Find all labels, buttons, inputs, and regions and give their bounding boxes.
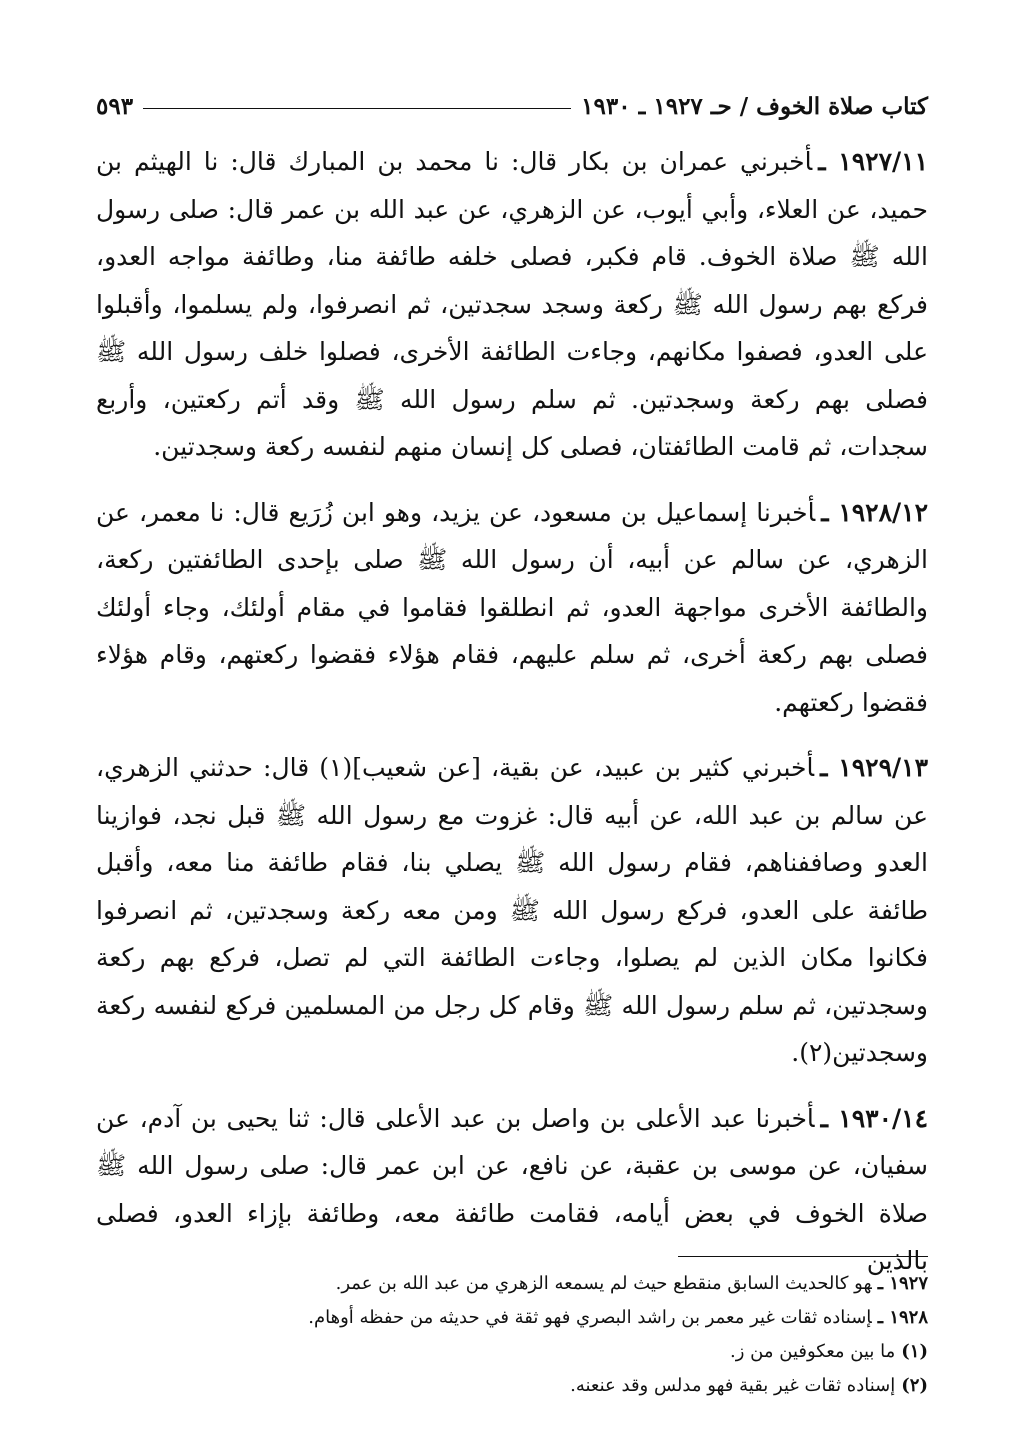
footnote-key: ١٩٢٧ ـ [877, 1273, 928, 1294]
hadith-paragraph [96, 744, 928, 1077]
hadith-text: أخبرنا عبد الأعلى بن واصل بن عبد الأعلى قال: ثنا يحيى بن آدم، عن سفيان، عن موسى بن عقبة، عن نافع، عن ابن عمر قال: صلى رسول الله ﷺ صلاة الخوف في بعض أيامه، فقامت طائفة معه، وطائفة بإزاء العدو، فصلى بالذين [96, 1103, 928, 1275]
hadith-paragraph [96, 489, 928, 727]
hadith-number: ١٩٢٧/١١ ـ [818, 147, 928, 176]
hadith-number: ١٩٢٩/١٣ ـ [820, 753, 928, 782]
footnote [96, 1269, 928, 1299]
footnotes [96, 1256, 928, 1405]
footnote-text: إسناده ثقات غير بقية فهو مدلس وقد عنعنه. [570, 1375, 896, 1396]
footnote-key: ١٩٢٨ ـ [877, 1307, 928, 1328]
page-number: ٥٩٣ [96, 92, 134, 120]
footnote [96, 1371, 928, 1401]
hadith-text: أخبرني كثير بن عبيد، عن بقية، [عن شعيب](١) قال: حدثني الزهري، عن سالم بن عبد الله، عن أبيه قال: غزوت مع رسول الله ﷺ قبل نجد، فوازينا العدو وصاففناهم، فقام رسول الله ﷺ يصلي بنا، فقام طائفة منا معه، وأقبل طائفة على العدو، فركع رسول الله ﷺ ومن معه ركعة وسجدتين، ثم انصرفوا فكانوا مكان الذين لم يصلوا، وجاءت الطائفة التي لم تصل، فركع بهم ركعة وسجدتين، ثم سلم رسول الله ﷺ وقام كل رجل من المسلمين فركع لنفسه ركعة وسجدتين(٢). [96, 753, 928, 1067]
footnote [96, 1303, 928, 1333]
header-rule [143, 108, 571, 109]
footnote-text: ما بين معكوفين من ز. [730, 1341, 896, 1362]
footnote-rule [678, 1256, 928, 1257]
book-page [96, 86, 928, 1303]
footnote-text: إسناده ثقات غير معمر بن راشد البصري فهو ثقة في حديثه من حفظه أوهام. [308, 1307, 872, 1328]
running-header-title: كتاب صلاة الخوف / حـ ١٩٢٧ ـ ١٩٣٠ [581, 92, 928, 120]
hadith-paragraph [96, 138, 928, 471]
hadith-number: ١٩٢٨/١٢ ـ [821, 497, 929, 527]
hadith-text: أخبرني عمران بن بكار قال: نا محمد بن المبارك قال: نا الهيثم بن حميد، عن العلاء، وأبي أيوب، عن الزهري، عن عبد الله بن عمر قال: صلى رسول الله ﷺ صلاة الخوف. قام فكبر، فصلى خلفه طائفة منا، وطائفة مواجه العدو، فركع بهم رسول الله ﷺ ركعة وسجد سجدتين، ثم انصرفوا، ولم يسلموا، وأقبلوا على العدو، فصفوا مكانهم، وجاءت الطائفة الأخرى، فصلوا خلف رسول الله ﷺ فصلى بهم ركعة وسجدتين. ثم سلم رسول الله ﷺ وقد أتم ركعتين، وأربع سجدات، ثم قامت الطائفتان، فصلى كل إنسان منهم لنفسه ركعة وسجدتين. [96, 147, 928, 461]
hadith-text: أخبرنا إسماعيل بن مسعود، عن يزيد، وهو ابن زُرَيع قال: نا معمر، عن الزهري، عن سالم عن أبيه، أن رسول الله ﷺ صلى بإحدى الطائفتين ركعة، والطائفة الأخرى مواجهة العدو، ثم انطلقوا فقاموا في مقام أولئك، وجاء أولئك فصلى بهم ركعة أخرى، ثم سلم عليهم، فقام هؤلاء فقضوا ركعتهم، وقام هؤلاء فقضوا ركعتهم. [96, 497, 928, 717]
running-header [96, 86, 928, 126]
footnote-key: (٢) [901, 1375, 928, 1396]
footnote-text: هو كالحديث السابق منقطع حيث لم يسمعه الزهري من عبد الله بن عمر. [335, 1273, 872, 1294]
hadith-number: ١٩٣٠/١٤ ـ [820, 1103, 928, 1133]
footnote-key: (١) [901, 1341, 928, 1362]
footnote [96, 1337, 928, 1367]
body-text [96, 138, 928, 1285]
